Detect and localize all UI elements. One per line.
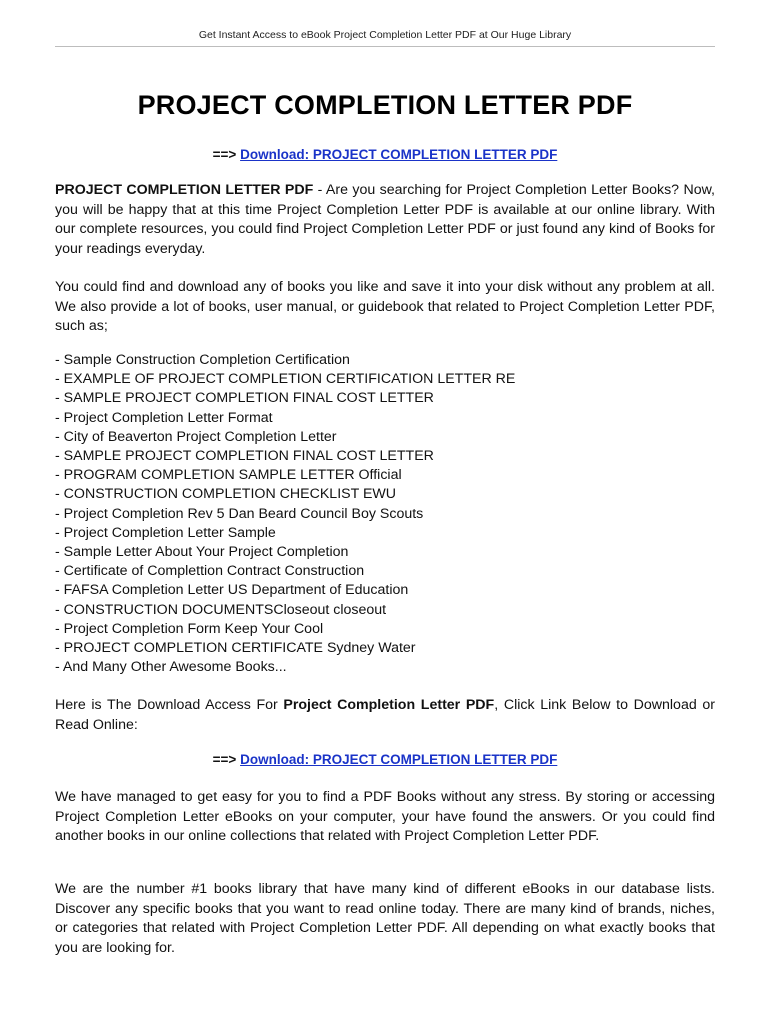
- list-item: - CONSTRUCTION DOCUMENTSCloseout closeout: [55, 601, 715, 620]
- intro-text: - Are you searching for Project Completion Letter Books? Now, you will be happy that at this time Project Completion Letter PDF is available at our online library. With our complete resources, you could find Project Completion Letter PDF or just found any kind of Books for your readings everyday.: [55, 182, 715, 257]
- download-line-top: [55, 147, 715, 162]
- access-text-before: Here is The Download Access For: [55, 697, 284, 713]
- list-item: - Sample Construction Completion Certification: [55, 351, 715, 370]
- list-item: - EXAMPLE OF PROJECT COMPLETION CERTIFICATION LETTER RE: [55, 370, 715, 389]
- list-item: - FAFSA Completion Letter US Department of Education: [55, 581, 715, 600]
- intro-paragraph: [55, 181, 715, 259]
- related-books-paragraph: You could find and download any of books you like and save it into your disk without any problem at all. We also provide a lot of books, user manual, or guidebook that related to Project Completion Letter PDF, such as;: [55, 279, 715, 334]
- download-arrow-prefix: ==>: [212, 147, 237, 162]
- list-item: - SAMPLE PROJECT COMPLETION FINAL COST LETTER: [55, 447, 715, 466]
- download-link-top[interactable]: Download: PROJECT COMPLETION LETTER PDF: [240, 147, 558, 162]
- list-item: - Certificate of Complettion Contract Construction: [55, 562, 715, 581]
- access-text-after: , Click Link Below to Download or Read Online:: [55, 697, 715, 733]
- download-line-bottom: [55, 752, 715, 767]
- page-title: PROJECT COMPLETION LETTER PDF: [137, 90, 633, 120]
- intro-bold-lead: PROJECT COMPLETION LETTER PDF: [55, 182, 314, 198]
- list-item: - And Many Other Awesome Books...: [55, 658, 715, 677]
- list-item: - CONSTRUCTION COMPLETION CHECKLIST EWU: [55, 485, 715, 504]
- header-tagline: Get Instant Access to eBook Project Completion Letter PDF at Our Huge Library: [198, 29, 572, 41]
- list-item: - City of Beaverton Project Completion Letter: [55, 428, 715, 447]
- list-item: - Project Completion Letter Format: [55, 409, 715, 428]
- header-divider: [55, 46, 715, 47]
- library-paragraph: We are the number #1 books library that have many kind of different eBooks in our database lists. Discover any specific books that you want to read online today. There are many kind of brands, niches, or categories that related with Project Completion Letter PDF. All depending on what exactly books that you are looking for.: [55, 881, 715, 956]
- download-access-paragraph: [55, 696, 715, 735]
- list-item: - Project Completion Rev 5 Dan Beard Council Boy Scouts: [55, 505, 715, 524]
- access-bold-title: Project Completion Letter PDF: [283, 697, 495, 713]
- list-item: - Project Completion Form Keep Your Cool: [55, 620, 715, 639]
- list-item: - Sample Letter About Your Project Completion: [55, 543, 715, 562]
- list-item: - PROJECT COMPLETION CERTIFICATE Sydney Water: [55, 639, 715, 658]
- list-item: - PROGRAM COMPLETION SAMPLE LETTER Official: [55, 466, 715, 485]
- list-item: - Project Completion Letter Sample: [55, 524, 715, 543]
- list-item: - SAMPLE PROJECT COMPLETION FINAL COST LETTER: [55, 389, 715, 408]
- download-link-bottom[interactable]: Download: PROJECT COMPLETION LETTER PDF: [240, 752, 558, 767]
- related-books-list: [55, 351, 715, 677]
- download-arrow-prefix: ==>: [212, 752, 237, 767]
- managed-paragraph: We have managed to get easy for you to find a PDF Books without any stress. By storing or accessing Project Completion Letter eBooks on your computer, your have found the answers. Or you could find another books in our online collections that related with Project Completion Letter PDF.: [55, 789, 715, 844]
